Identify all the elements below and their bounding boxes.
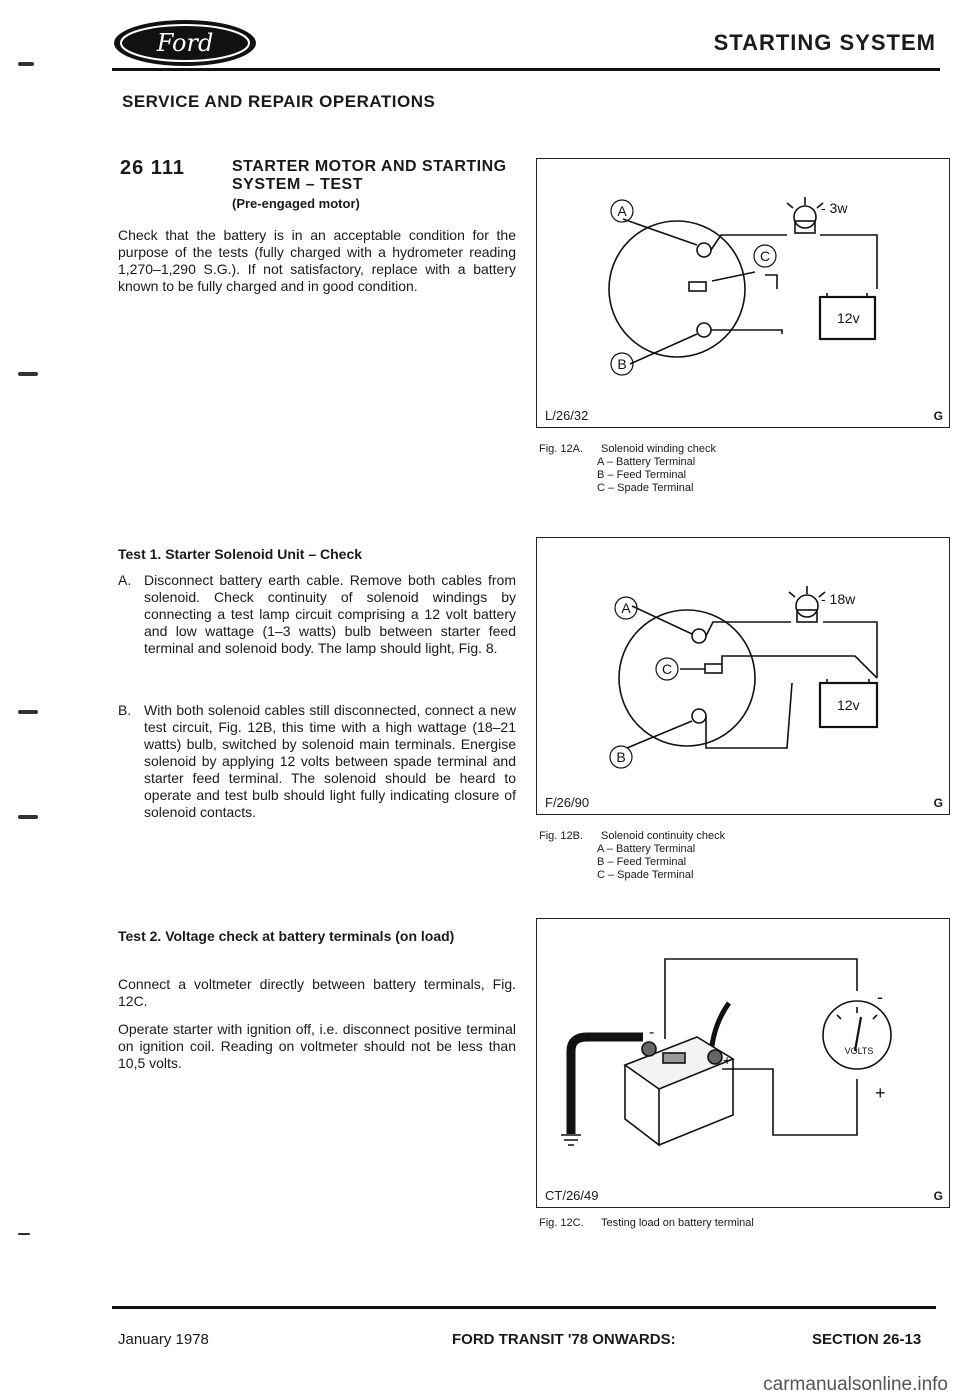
- legend-item: B – Feed Terminal: [597, 469, 687, 481]
- margin-mark: [18, 815, 38, 819]
- legend-item: C – Spade Terminal: [597, 482, 694, 494]
- solenoid-winding-diagram: [537, 159, 949, 427]
- figure-12b-caption: [539, 830, 939, 882]
- legend-item: C – Spade Terminal: [597, 869, 694, 881]
- caption-title: Solenoid winding check: [601, 443, 716, 455]
- ford-logo: [112, 18, 258, 68]
- test2-paragraph-1: Connect a voltmeter directly between battery terminals, Fig. 12C.: [118, 976, 516, 1009]
- legend-item: A – Battery Terminal: [597, 456, 696, 468]
- battery-icon: [625, 1037, 733, 1145]
- caption-title: Testing load on battery terminal: [601, 1217, 754, 1229]
- watermark[interactable]: carmanualsonline.info: [763, 1374, 948, 1395]
- footer-publication: FORD TRANSIT '78 ONWARDS:: [452, 1331, 676, 1348]
- lamp-wattage-label: - 3w: [821, 200, 848, 216]
- intro-paragraph: Check that the battery is in an acceptable condition for the purpose of the tests (fully charged with a hydrometer reading 1,270–1,290 S.G.). If not satisfactory, replace with a battery known to be fully charged and in good condition.: [118, 227, 516, 294]
- figure-mark: G: [933, 1189, 943, 1203]
- meter-label: VOLTS: [844, 1046, 874, 1056]
- figure-12c: [536, 918, 950, 1208]
- margin-mark: [18, 1233, 30, 1235]
- margin-mark: [18, 710, 38, 714]
- lamp-icon: [796, 595, 818, 617]
- footer-section: SECTION 26-13: [812, 1331, 922, 1348]
- caption-title: Solenoid continuity check: [601, 830, 726, 842]
- lamp-wattage-label: - 18w: [821, 591, 856, 607]
- item-letter: A.: [118, 572, 132, 588]
- test1-item-b: [118, 702, 516, 821]
- terminal-a-label: A: [617, 203, 627, 219]
- figure-12a: [536, 158, 950, 428]
- footer-date: January 1978: [118, 1331, 209, 1348]
- legend-item: B – Feed Terminal: [597, 856, 687, 868]
- caption-label: Fig. 12C.: [539, 1217, 584, 1229]
- figure-code: CT/26/49: [545, 1188, 599, 1203]
- figure-mark: G: [933, 409, 943, 423]
- caption-label: Fig. 12B.: [539, 830, 584, 842]
- figure-mark: G: [933, 796, 943, 810]
- terminal-a-label: A: [621, 600, 631, 616]
- operation-title: STARTER MOTOR AND STARTING SYSTEM – TEST: [232, 158, 507, 193]
- figure-code: L/26/32: [545, 408, 589, 423]
- terminal-c-label: C: [661, 661, 673, 677]
- caption-label: Fig. 12A.: [539, 443, 584, 455]
- margin-mark: [18, 62, 34, 66]
- battery-voltage-label: 12v: [837, 310, 860, 326]
- terminal-c-label: C: [759, 248, 771, 264]
- meter-minus-label: -: [877, 987, 883, 1007]
- header-title: STARTING SYSTEM: [713, 30, 936, 55]
- figure-12b: [536, 537, 950, 815]
- voltmeter-icon: [823, 1001, 891, 1069]
- lamp-icon: [794, 206, 816, 228]
- section-title: SERVICE AND REPAIR OPERATIONS: [122, 92, 436, 111]
- test1-heading: Test 1. Starter Solenoid Unit – Check: [118, 546, 363, 562]
- meter-plus-label: +: [875, 1083, 886, 1103]
- ford-oval-icon: [112, 18, 258, 68]
- battery-voltage-label: 12v: [837, 697, 860, 713]
- footer-rule: [112, 1306, 936, 1309]
- operation-number: 26 111: [120, 157, 185, 179]
- solenoid-continuity-diagram: [537, 538, 949, 814]
- terminal-b-label: B: [617, 356, 627, 372]
- figure-12a-caption: [539, 443, 939, 495]
- battery-load-test-diagram: [537, 919, 949, 1207]
- battery-minus-label: -: [649, 1024, 655, 1041]
- item-letter: B.: [118, 702, 132, 718]
- header-rule: [112, 68, 940, 71]
- margin-mark: [18, 372, 38, 376]
- test1-item-a: [118, 572, 516, 657]
- legend-item: A – Battery Terminal: [597, 843, 696, 855]
- item-text: Disconnect battery earth cable. Remove both cables from solenoid. Check continuity of solenoid windings by connecting a test lamp circuit comprising a 12 volt battery and low wattage (1–3 watts) bulb between starter feed terminal and solenoid body. The lamp should light, Fig. 8.: [144, 572, 516, 656]
- test2-paragraph-2: Operate starter with ignition off, i.e. disconnect positive terminal on ignition coil. Reading on voltmeter should not be less than 10,5 volts.: [118, 1021, 516, 1071]
- figure-code: F/26/90: [545, 795, 590, 810]
- operation-subtitle: (Pre-engaged motor): [232, 196, 360, 211]
- test2-heading: Test 2. Voltage check at battery terminals (on load): [118, 928, 455, 944]
- item-text: With both solenoid cables still disconnected, connect a new test circuit, Fig. 12B, this time with a high wattage (18–21 watts) bulb, switched by solenoid main terminals. Energise solenoid by applying 12 volts between spade terminal and starter feed terminal. The solenoid should be heard to operate and test bulb should light fully indicating closure of solenoid contacts.: [144, 702, 516, 820]
- terminal-b-label: B: [616, 749, 626, 765]
- logo-text: Ford: [156, 29, 214, 57]
- battery-plus-label: +: [723, 1052, 732, 1068]
- figure-12c-caption: [539, 1217, 939, 1230]
